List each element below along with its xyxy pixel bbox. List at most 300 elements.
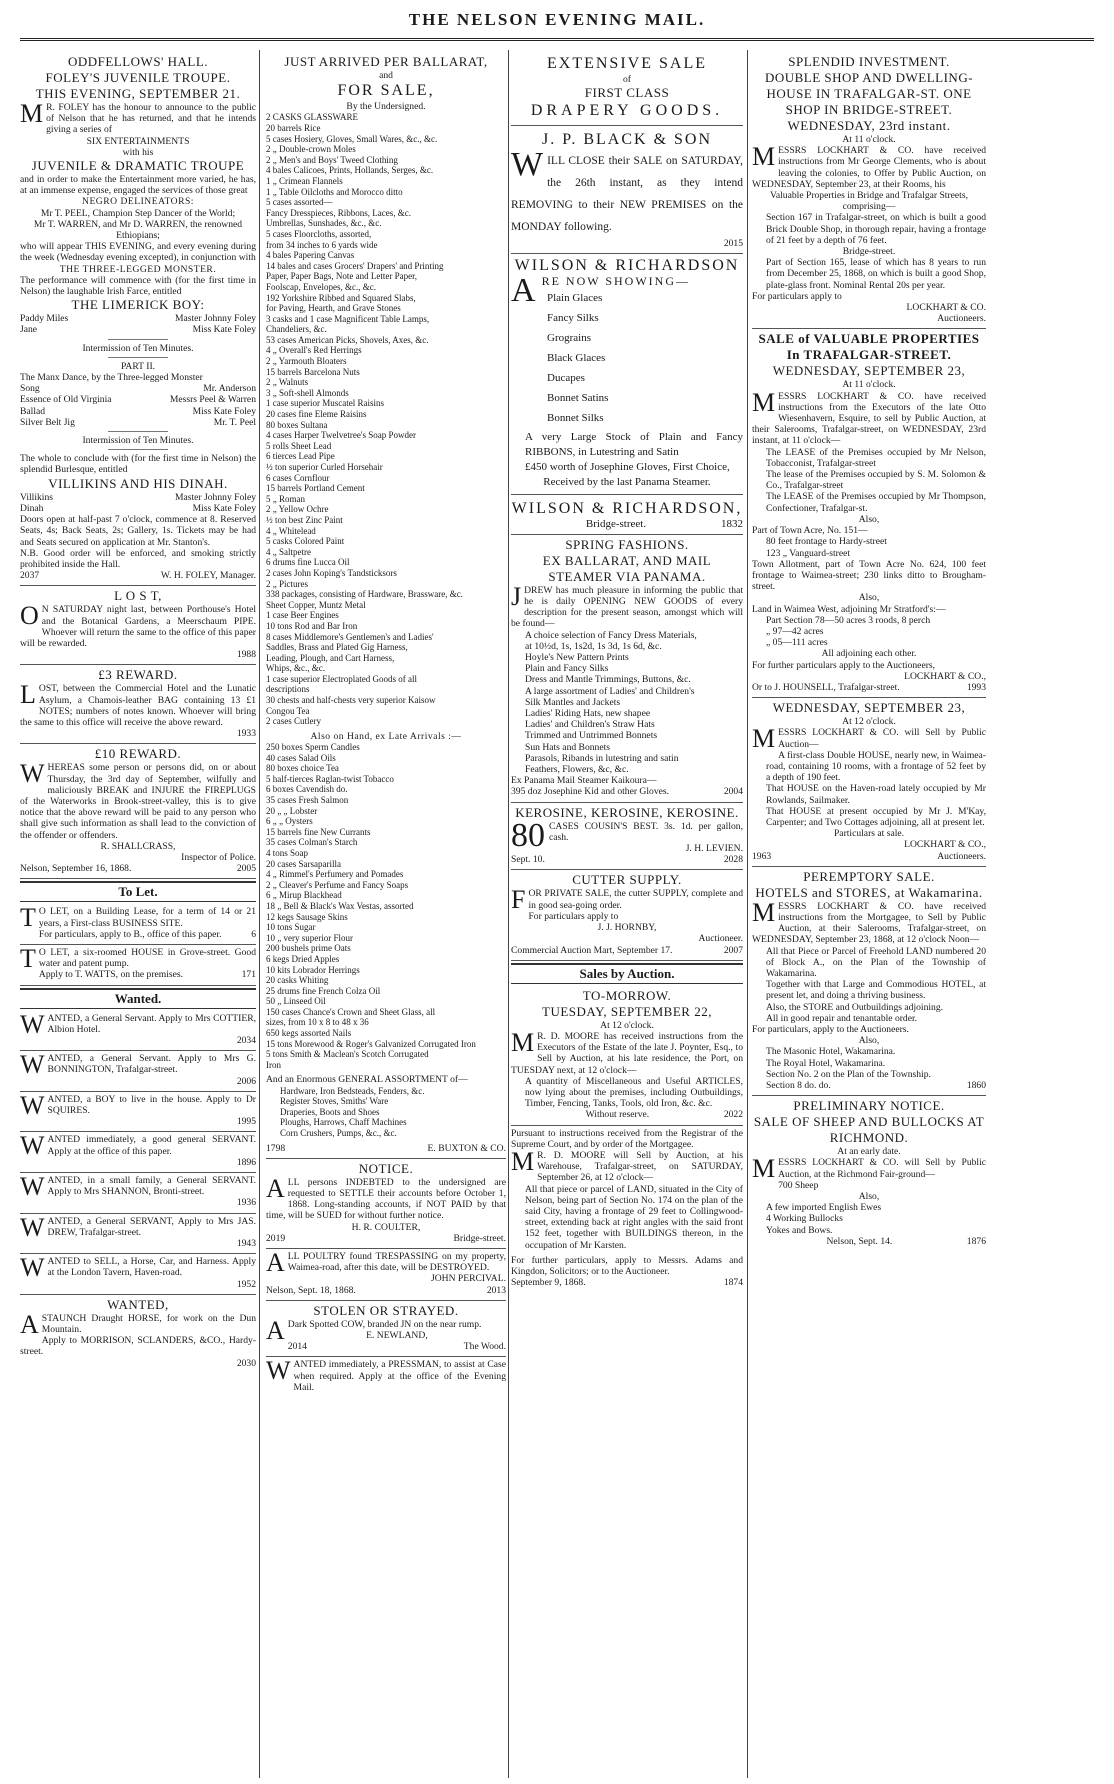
ad-text: R. D. MOORE will Sell by Auction, at his Warehouse, Trafalgar-street, on SATURDAY, September 26, at 12 o'clock—	[537, 1149, 743, 1184]
list-item: 6 tierces Lead Pipe	[266, 451, 335, 462]
ad-text: ANTED, a General Servant. Apply to Mrs COTTIER, Albion Hotel.	[47, 1012, 256, 1035]
list-item: at 10½d, 1s, 1s2d, 1s 3d, 1s 6d, &c.	[525, 640, 662, 652]
ad-heading: TUESDAY, SEPTEMBER 22,	[542, 1003, 712, 1019]
cast-role: Dinah	[20, 502, 44, 514]
ad-text: RE NOW SHOWING—	[541, 274, 690, 289]
list-item: 6 boxes Cavendish do.	[266, 784, 348, 795]
drop-cap: W	[266, 1356, 291, 1386]
list-item: 2 „ Walnuts	[266, 377, 309, 388]
list-item: Foolscap, Envelopes, &c., &c.	[266, 281, 376, 292]
ad-text: The LEASE of the Premises occupied by Mr Nelson, Tobacconist, Trafalgar-street	[766, 446, 986, 469]
list-item: 10 tons Sugar	[266, 922, 316, 933]
ad-text: At 12 o'clock.	[600, 1019, 654, 1031]
list-item: Grograins	[547, 331, 591, 344]
list-item: 18 „ Bell & Black's Wax Vestas, assorted	[266, 900, 414, 911]
ad-text: Part Section 78—50 acres 3 roods, 8 perch	[766, 614, 931, 626]
ad-signature: LOCKHART & CO.,	[904, 839, 986, 851]
ad-text: A first-class Double HOUSE, nearly new, in Waimea-road, containing 10 rooms, with a frontage of 52 feet by a depth of 190 feet.	[766, 749, 986, 784]
list-item: 53 cases American Picks, Shovels, Axes, &c.	[266, 334, 429, 345]
drop-cap: M	[511, 1027, 535, 1057]
ad-text: Also,	[858, 592, 880, 604]
ad-text: ANTED, a General Servant. Apply to Mrs G. BONNINGTON, Trafalgar-street.	[47, 1053, 256, 1076]
list-item: 4 bales Papering Canvas	[266, 250, 355, 261]
cast-actor: Master Johnny Foley	[174, 313, 256, 325]
ad-number: 1988	[236, 649, 256, 661]
ad-number: 2004	[723, 786, 743, 798]
ad-text: and	[379, 70, 393, 81]
ad-text: Dark Spotted COW, branded JN on the near rump.	[287, 1318, 482, 1330]
ad-text: and in order to make the Entertainment more varied, he has, at an immense expense, engaged the services of those great	[20, 174, 256, 197]
ad-heading: THE LIMERICK BOY:	[71, 297, 205, 313]
ad-text: Received by the last Panama Steamer.	[543, 475, 711, 488]
ad-text: PART II.	[120, 360, 156, 372]
drop-cap: M	[20, 99, 44, 128]
ad-heading: NOTICE.	[358, 1160, 414, 1176]
drop-cap: L	[20, 680, 36, 710]
ad-text: Part of Section 165, lease of which has 8 years to run from December 25, 1868, on which is built a good Shop, plate-glass front. Nominal Rental 20s per year.	[766, 257, 986, 291]
lockhart-hotels-ad	[752, 867, 986, 1096]
list-item: sizes, from 10 x 8 to 48 x 36	[266, 1017, 369, 1028]
ad-heading: ODDFELLOWS' HALL.	[67, 54, 209, 69]
ad-text: ILL CLOSE their SALE on SATURDAY, the 26th instant, as they intend REMOVING to their NEW PREMISES on the MONDAY following.	[511, 155, 743, 234]
drop-cap: M	[752, 1154, 776, 1184]
ad-text: All in good repair and tenantable order.	[766, 1012, 918, 1024]
ad-text: By the Undersigned.	[346, 101, 426, 113]
list-item: 15 barrels Portland Cement	[266, 483, 365, 494]
black-son-ad	[511, 52, 743, 254]
ad-heading: HOTELS and STORES, at Wakamarina.	[755, 884, 983, 900]
ad-address: Bridge-street.	[585, 517, 647, 530]
ad-text: Commercial Auction Mart, September 17.	[511, 944, 673, 956]
list-item: 250 boxes Sperm Candles	[266, 742, 360, 753]
ad-text: of	[623, 74, 631, 85]
list-item: Ladies' Riding Hats, new shapee	[525, 708, 651, 720]
wanted-ad	[20, 1051, 256, 1092]
list-item: for Paving, Hearth, and Grave Stones	[266, 303, 401, 314]
ad-heading: JUVENILE & DRAMATIC TROUPE	[31, 158, 245, 174]
ad-text: Section 8 do. do.	[766, 1080, 831, 1092]
ad-text: And an Enormous GENERAL ASSORTMENT of—	[266, 1074, 468, 1086]
reward-ad	[20, 744, 256, 879]
list-item: Whips, &c., &c.	[266, 663, 325, 674]
ad-heading: NEGRO DELINEATORS:	[82, 196, 194, 208]
list-item: 5 cases Hosiery, Gloves, Small Wares, &c., &c.	[266, 133, 438, 144]
ad-number: 1832	[721, 517, 743, 530]
ad-heading: FOLEY'S JUVENILE TROUPE.	[45, 70, 231, 85]
to-let-ad	[20, 904, 256, 945]
list-item: 200 bushels prime Oats	[266, 943, 351, 954]
ad-number: 2014	[287, 1341, 307, 1353]
list-item: descriptions	[266, 684, 310, 695]
list-item: 10 tons Rod and Bar Iron	[266, 620, 358, 631]
ad-text: Town Allotment, part of Town Acre No. 624, 100 feet frontage to Waimea-street; 230 links ditto to Brougham-street.	[752, 558, 986, 593]
list-item: Bonnet Silks	[547, 411, 604, 424]
ad-heading: WEDNESDAY, 23rd instant.	[787, 118, 951, 133]
pressman-ad	[266, 1357, 506, 1397]
list-item: 2 „ Yellow Ochre	[266, 504, 329, 515]
list-item: Silk Mantles and Jackets	[525, 696, 621, 708]
list-item: 20 cases Sarsaparilla	[266, 858, 341, 869]
list-item: 4 bales Calicoes, Prints, Hollands, Serges, &c.	[266, 165, 434, 176]
drop-cap: W	[20, 1131, 45, 1161]
list-item: 15 barrels Barcelona Nuts	[266, 366, 360, 377]
list-item: 8 cases Middlemore's Gentlemen's and Ladies'	[266, 631, 434, 642]
ad-text: 395 doz Josephine Kid and other Gloves.	[511, 786, 670, 798]
ad-number: 2019	[266, 1232, 286, 1244]
list-item: ½ ton superior Curled Horsehair	[266, 462, 383, 472]
ad-heading: WANTED,	[107, 1296, 169, 1312]
list-item: Bonnet Satins	[547, 391, 609, 404]
list-item: 1 case superior Muscatel Raisins	[266, 398, 384, 409]
list-item: Fancy Silks	[547, 311, 599, 324]
ad-text: The Royal Hotel, Wakamarina.	[766, 1057, 886, 1069]
section-heading: To Let.	[20, 881, 256, 902]
ad-text: Mr T. PEEL, Champion Step Dancer of the World;	[40, 207, 236, 219]
ad-text: LL POULTRY found TRESPASSING on my property, Waimea-road, after this date, will be DESTROYED.	[287, 1251, 506, 1274]
ad-heading: SPLENDID INVESTMENT.	[788, 54, 950, 69]
ad-text: Particulars at sale.	[833, 828, 905, 840]
list-item: 25 drums fine French Colza Oil	[266, 985, 381, 996]
moore-land-ad	[511, 1126, 743, 1293]
ad-text: A quantity of Miscellaneous and Useful ARTICLES, now lying about the premises, including Outbuildings, Timber, Fencing, Tanks, Tools, old Iron, &c. &c.	[525, 1075, 743, 1110]
ad-heading: SALE OF SHEEP AND BULLOCKS AT RICHMOND.	[753, 1114, 985, 1146]
drop-cap: W	[20, 1253, 45, 1283]
program-item: Silver Belt Jig	[20, 416, 75, 428]
ad-text: The performance will commence with (for the first time in Nelson) the laughable Irish Farce, entitled	[20, 274, 256, 298]
ad-text: At 12 o'clock.	[842, 716, 896, 728]
ad-text: ANTED, a BOY to live in the house. Apply to Dr SQUIRES.	[47, 1093, 256, 1117]
ad-number: 2030	[236, 1357, 256, 1369]
cast-role: Villikins	[20, 491, 54, 503]
ad-number: 2006	[236, 1075, 256, 1087]
drop-cap: W	[20, 1172, 45, 1202]
ad-text: Intermission of Ten Minutes.	[82, 435, 194, 447]
ad-text: O LET, on a Building Lease, for a term of 14 or 21 years, a First-class BUSINESS SITE.	[38, 906, 256, 929]
drop-cap: W	[511, 146, 544, 184]
ad-text: The Manx Dance, by the Three-legged Monster	[20, 372, 203, 384]
ad-text: Valuable Properties in Bridge and Trafalgar Streets, comprising—	[770, 190, 968, 213]
drop-cap: T	[20, 903, 36, 933]
ad-text: R. D. MOORE has received instructions from the Executors of the Estate of the late J. Poynter, Esq., to Sell by Auction, at his late residence, the Port, on TUESDAY next, at 12 o'clock—	[511, 1030, 743, 1076]
ad-text: Doors open at half-past 7 o'clock, commence at 8. Reserved Seats, 4s; Back Seats, 2s; Gallery, 1s. Tickets may be had and Seats secured on application at Mr. Stanton's.	[20, 514, 256, 548]
column-1	[20, 52, 256, 1777]
list-item: 14 bales and cases Grocers' Drapers' and Printing	[266, 260, 444, 271]
stolen-ad	[266, 1301, 506, 1358]
ad-text: STAUNCH Draught HORSE, for work on the Dun Mountain.	[41, 1312, 256, 1336]
ad-text: Land in Waimea West, adjoining Mr Stratford's:—	[752, 603, 946, 615]
column-divider	[259, 50, 260, 1778]
list-item: 4 tons Soap	[266, 847, 309, 858]
ad-text: Bridge-street.	[842, 246, 896, 258]
ad-heading: PRELIMINARY NOTICE.	[793, 1098, 945, 1114]
kerosine-ad	[511, 803, 743, 871]
list-item: 35 cases Fresh Salmon	[266, 795, 349, 806]
list-item: 2 cases Cutlery	[266, 716, 321, 727]
list-item: Plain and Fancy Silks	[525, 663, 609, 675]
wanted-ad	[20, 1132, 256, 1173]
ad-signature: Auctioneers.	[937, 850, 986, 862]
list-item: 20 barrels Rice	[266, 123, 321, 133]
list-item: 5 cases assorted—	[266, 197, 333, 208]
list-item: Umbrellas, Sunshades, &c., &c.	[266, 218, 382, 229]
ad-text: 80 feet frontage to Hardy-street	[766, 536, 887, 548]
lost-ad	[20, 586, 256, 665]
ad-text: N.B. Good order will be enforced, and smoking strictly prohibited inside the Hall.	[20, 547, 256, 570]
drop-cap: F	[511, 885, 526, 915]
ad-text: The LEASE of the Premises occupied by Mr Thompson, Confectioner, Trafalgar-st.	[766, 491, 986, 514]
list-item: Draperies, Boots and Shoes	[280, 1106, 380, 1117]
ad-text: ANTED, a General SERVANT, Apply to Mrs JAS. DREW, Trafalgar-street.	[47, 1215, 256, 1238]
ad-number: 1993	[966, 681, 986, 693]
ad-text: The whole to conclude with (for the first time in Nelson) the splendid Burlesque, entitled	[20, 453, 256, 476]
ad-text: Mr T. WARREN, and Mr D. WARREN, the renowned Ethiopians;	[33, 218, 243, 242]
ad-heading: WILSON & RICHARDSON	[514, 257, 740, 275]
ad-number: 1896	[236, 1156, 256, 1168]
ad-text: At 11 o'clock.	[842, 379, 896, 391]
ad-text: £450 worth of Josephine Gloves, First Choice,	[525, 460, 730, 473]
ad-signature: J. H. LEVIEN.	[685, 843, 743, 855]
list-item: 6 „ „ Oysters	[266, 816, 313, 827]
program-performer: Miss Kate Foley	[192, 405, 256, 417]
ad-signature: W. H. FOLEY, Manager.	[160, 570, 256, 582]
lockhart-properties-ad	[752, 329, 986, 698]
list-item: 3 casks and 1 case Magnificent Table Lamps,	[266, 313, 430, 324]
list-item: A large assortment of Ladies' and Children's	[525, 685, 695, 697]
lockhart-sheep-ad	[752, 1096, 986, 1251]
drop-cap: T	[20, 943, 36, 973]
list-item: Paper, Paper Bags, Note and Letter Paper,	[266, 271, 417, 282]
ad-text: with his	[122, 146, 154, 158]
ad-heading: STOLEN OR STRAYED.	[313, 1302, 459, 1318]
ad-heading: DRAPERY GOODS.	[530, 102, 724, 120]
list-item: A choice selection of Fancy Dress Materials,	[525, 629, 697, 641]
ad-signature: H. R. COULTER,	[351, 1221, 421, 1233]
lockhart-investment-ad	[752, 52, 986, 329]
ad-text: OST, between the Commercial Hotel and the Lunatic Asylum, a Chamois-leather BAG containing 13 £1 NOTES; numbers of notes known. Whoever will bring the same to this office will receive the above reward.	[20, 683, 256, 728]
list-item: 15 tons Morewood & Roger's Galvanized Corrugated Iron	[266, 1038, 476, 1049]
ad-text: Yokes and Bows.	[766, 1224, 833, 1236]
ad-number: 1963	[752, 850, 772, 862]
newspaper-title: THE NELSON EVENING MAIL.	[408, 10, 706, 29]
list-item: 80 boxes choice Tea	[266, 763, 339, 774]
list-item: 35 cases Colman's Starch	[266, 837, 358, 848]
ad-text: ESSRS LOCKHART & CO. have received instructions from Mr George Clements, who is about leaving the colonies, to Offer by Public Auction, on WEDNESDAY, September 23, at their Rooms, his	[752, 145, 986, 190]
list-item: Dress and Mantle Trimmings, Buttons, &c.	[525, 674, 691, 686]
ad-heading: EXTENSIVE SALE	[547, 55, 707, 72]
drop-cap: W	[20, 1050, 45, 1080]
column-3	[511, 52, 743, 1777]
ad-heading: DOUBLE SHOP AND DWELLING-HOUSE IN TRAFALGAR-ST. ONE SHOP IN BRIDGE-STREET.	[764, 70, 974, 117]
list-item: Hardware, Iron Bedsteads, Fenders, &c.	[280, 1085, 425, 1096]
list-item: 5 „ Roman	[266, 493, 305, 504]
goods-list	[266, 1086, 506, 1139]
drop-number: 80	[511, 816, 545, 854]
ad-number: 1798	[266, 1142, 286, 1154]
ad-signature: R. SHALLCRASS,	[100, 840, 176, 852]
ad-text: The lease of the Premises occupied by S. M. Solomon & Co., Trafalgar-street	[766, 469, 986, 492]
ad-text: For particulars, apply to the Auctioneers.	[752, 1024, 909, 1036]
ad-text: ANTED, in a small family, a General SERVANT. Apply to Mrs SHANNON, Bronti-street.	[47, 1175, 256, 1198]
column-2	[266, 52, 506, 1777]
ad-text: Intermission of Ten Minutes.	[82, 342, 194, 354]
ad-signature: E. NEWLAND,	[366, 1330, 428, 1342]
ad-text: 700 Sheep	[778, 1179, 819, 1191]
column-4	[752, 52, 986, 1777]
ad-text: ANTED immediately, a good general SERVANT. Apply at the office of this paper.	[47, 1134, 256, 1157]
ad-text: 4 Working Bullocks	[766, 1213, 843, 1225]
drop-cap: A	[511, 272, 538, 310]
ad-heading: SPRING FASHIONS.	[565, 536, 689, 552]
ad-number: 1876	[966, 1235, 986, 1247]
list-item: Hoyle's New Pattern Prints	[525, 652, 629, 664]
lockhart-houses-ad	[752, 698, 986, 867]
masthead-rule	[20, 38, 1094, 41]
list-item: 1 case superior Electroplated Goods of all	[266, 673, 417, 684]
ad-heading: EX BALLARAT, AND MAIL STEAMER VIA PANAMA.	[542, 552, 712, 584]
ad-text: ANTED to SELL, a Horse, Car, and Harness. Apply at the London Tavern, Haven-road.	[47, 1256, 256, 1279]
ad-text: At an early date.	[837, 1146, 901, 1158]
section-heading: Sales by Auction.	[511, 963, 743, 984]
ad-text: R. FOLEY has the honour to announce to the public of Nelson that he has returned, and that he intends giving a series of	[46, 102, 256, 136]
list-item: 6 cases Cornflour	[266, 472, 330, 483]
wanted-ad	[20, 1092, 256, 1133]
to-let-ad	[20, 945, 256, 986]
list-item: 2 cases John Koping's Tandsticksors	[266, 567, 397, 578]
list-item: 20 cases fine Eleme Raisins	[266, 409, 367, 420]
ad-text: who will appear THIS EVENING, and every evening during the week (Wednesday evening excepted), in conjunction with	[20, 241, 256, 264]
list-item: Ladies' and Children's Straw Hats	[525, 719, 655, 731]
goods-list	[511, 630, 743, 776]
ad-date: September 9, 1868.	[511, 1277, 586, 1289]
ad-heading: £3 REWARD.	[98, 667, 178, 683]
program-performer: Mr. T. Peel	[213, 416, 256, 428]
oddfellows-ad	[20, 52, 256, 586]
ad-number: 1860	[966, 1080, 986, 1092]
ad-text: N SATURDAY night last, between Porthouse's Hotel and the Botanical Gardens, a Meerschaum PIPE. Whoever will return the same to the office of this paper will be rewarded.	[20, 604, 256, 649]
ad-text: All adjoining each other.	[821, 648, 917, 660]
ad-heading: PEREMPTORY SALE.	[803, 868, 935, 884]
ad-heading: FIRST CLASS	[584, 85, 670, 101]
ad-text: That HOUSE on the Haven-road lately occupied by Mr Rowlands, Sailmaker.	[766, 783, 986, 806]
list-item: Fancy Dresspieces, Ribbons, Laces, &c.	[266, 207, 411, 218]
drop-cap: A	[20, 1309, 39, 1339]
ad-number: 2013	[486, 1284, 506, 1296]
ad-text: HEREAS some person or persons did, on or about Thursday, the 3rd day of September, wilfully and maliciously BREAK and INJURE the FIREPLUGS of the Waterworks in Brook-street-valley, this is to give notice that the above reward will be paid to any person who shall give such information as shall lead to the conviction of the offender or offenders.	[20, 762, 256, 841]
ad-text: Ex Panama Mail Steamer Kaikoura—	[511, 775, 657, 787]
list-item: Ploughs, Harrows, Chaff Machines	[280, 1117, 407, 1128]
list-item: 12 kegs Sausage Skins	[266, 911, 348, 922]
ad-heading: JUST ARRIVED PER BALLARAT,	[284, 54, 488, 69]
list-item: 4 „ Rimmel's Perfumery and Pomades	[266, 869, 404, 880]
list-item: Parasols, Ribands in lutestring and satin	[525, 752, 679, 764]
list-item: ½ ton best Zinc Paint	[266, 514, 343, 525]
program-item: Ballad	[20, 405, 46, 417]
cast-actor: Master Johnny Foley	[174, 491, 256, 503]
ad-text: DREW has much pleasure in informing the public that he is daily OPENING NEW GOODS of every description for the present season, amongst which will be found—	[511, 584, 743, 630]
ad-date: Nelson, Sept. 14.	[826, 1235, 893, 1247]
ad-heading: WEDNESDAY, SEPTEMBER 23,	[772, 700, 966, 716]
ad-text: LL persons INDEBTED to the undersigned are requested to SETTLE their accounts before October 1, 1868. Long-standing accounts, if NOT PAID by that time, will be SUED for without further notice.	[266, 1176, 506, 1222]
ad-text: For further particulars, apply to Messrs. Adams and Kingdon, Solicitors; or to the Auctioneer.	[511, 1254, 743, 1277]
list-item: 1 „ Table Oilcloths and Morocco ditto	[266, 186, 403, 197]
ad-date: Nelson, Sept. 18, 1868.	[266, 1284, 356, 1296]
program-performer: Mr. Anderson	[203, 383, 256, 395]
ad-text: Section 167 in Trafalgar-street, on which is built a good Brick Double Shop, in thorough repair, having a frontage of 21 feet by a depth of 76 feet.	[766, 212, 986, 246]
ad-text: ANTED immediately, a PRESSMAN, to assist at Case when required. Apply at the office of the Evening Mail.	[293, 1359, 506, 1393]
cast-actor: Miss Kate Foley	[192, 502, 256, 514]
list-item: Trimmed and Untrimmed Bonnets	[525, 730, 658, 742]
ad-heading: CUTTER SUPPLY.	[572, 872, 682, 888]
ad-heading: FOR SALE,	[337, 82, 435, 100]
list-item: 4 „ Overall's Red Herrings	[266, 345, 362, 356]
ad-text: 123 „ Vanguard-street	[766, 547, 851, 559]
ad-text: „ 97—42 acres	[766, 625, 824, 637]
ad-text: Apply to MORRISON, SCLANDERS, &CO., Hardy-street.	[20, 1335, 256, 1358]
list-item: 10 kits Lobrador Herrings	[266, 964, 360, 975]
ad-text: OR PRIVATE SALE, the cutter SUPPLY, complete and in good sea-going order.	[528, 888, 743, 911]
ad-text: Also,	[858, 1035, 880, 1047]
list-item: Plain Glaces	[547, 291, 603, 304]
ad-number: 2022	[723, 1109, 743, 1121]
ad-signature: Auctioneer.	[698, 933, 743, 945]
ad-text: For particulars, apply to B., office of this paper.	[38, 928, 222, 940]
program-item: Essence of Old Virginia	[20, 394, 112, 406]
ad-number: 2037	[20, 570, 40, 582]
list-item: 5 casks Colored Paint	[266, 536, 345, 547]
list-item: 20 „ „ Lobster	[266, 805, 318, 816]
ad-text: ESSRS LOCKHART & CO. will Sell by Public Auction, at the Richmond Fair-ground—	[778, 1157, 986, 1180]
list-item: Register Stoves, Smiths' Ware	[280, 1096, 389, 1107]
ad-number: 1933	[236, 728, 256, 740]
poultry-ad	[266, 1249, 506, 1301]
ad-heading: WEDNESDAY, SEPTEMBER 23,	[772, 363, 966, 379]
ad-text: At 11 o'clock.	[842, 134, 896, 145]
ad-text: That HOUSE at present occupied by Mr J. M'Kay, Carpenter; and Two Cottages adjoining, all at present let.	[766, 805, 986, 828]
list-item: 20 casks Whiting	[266, 975, 329, 986]
ad-address: The Wood.	[463, 1341, 506, 1353]
ad-number: 1936	[236, 1197, 256, 1209]
masthead	[0, 0, 1114, 44]
list-item: 3 „ Soft-shell Almonds	[266, 387, 349, 398]
goods-list	[266, 742, 506, 1070]
ad-date: Sept. 10.	[511, 854, 545, 866]
wanted-ad	[20, 1214, 256, 1255]
ad-heading: THE THREE-LEGGED MONSTER.	[59, 263, 217, 275]
ad-text: A very Large Stock of Plain and Fancy RIBBONS, in Lutestring and Satin	[525, 430, 743, 458]
list-item: 5 half-tierces Raglan-twist Tobacco	[266, 773, 394, 784]
list-item: 5 cases Floorcloths, assorted,	[266, 228, 372, 239]
wanted-ad	[20, 1295, 256, 1373]
ad-text: Without reserve.	[585, 1109, 650, 1121]
ad-text: A few imported English Ewes	[766, 1202, 882, 1214]
ad-text: Section No. 2 on the Plan of the Township.	[766, 1068, 931, 1080]
list-item: 2 „ Men's and Boys' Tweed Clothing	[266, 154, 398, 165]
ad-text: Also, the STORE and Outbuildings adjoining.	[766, 1001, 944, 1013]
cast-actor: Miss Kate Foley	[192, 324, 256, 336]
ad-signature: LOCKHART & CO.,	[904, 670, 986, 682]
ad-date: Nelson, September 16, 1868.	[20, 863, 132, 875]
ad-text: ESSRS LOCKHART & CO. have received instructions from the Executors of the late Otto Wiesenhavern, Esquire, to sell by Public Auction, at their Salerooms, Trafalgar-street, on WEDNESDAY, 23rd instant, at 11 o'clock—	[752, 390, 986, 447]
ad-signature: E. BUXTON & CO.	[427, 1142, 506, 1154]
list-item: 4 „ Whitelead	[266, 525, 316, 536]
ad-text: ESSRS LOCKHART & CO. have received instructions from the Mortgagee, to Sell by Public Auction, at their Salerooms, Trafalgar-street, on WEDNESDAY, September 23, 1868, at 12 o'clock Noon—	[752, 900, 986, 946]
list-item: 338 packages, consisting of Hardware, Brassware, &c.	[266, 589, 463, 600]
list-item: Black Glaces	[547, 351, 606, 364]
ad-signature: JOHN PERCIVAL.	[431, 1273, 506, 1285]
list-item: Saddles, Brass and Plated Gig Harness,	[266, 642, 408, 653]
list-item: 6 „ Mirup Blackhead	[266, 890, 342, 901]
ad-signature: Auctioneers.	[937, 313, 986, 325]
